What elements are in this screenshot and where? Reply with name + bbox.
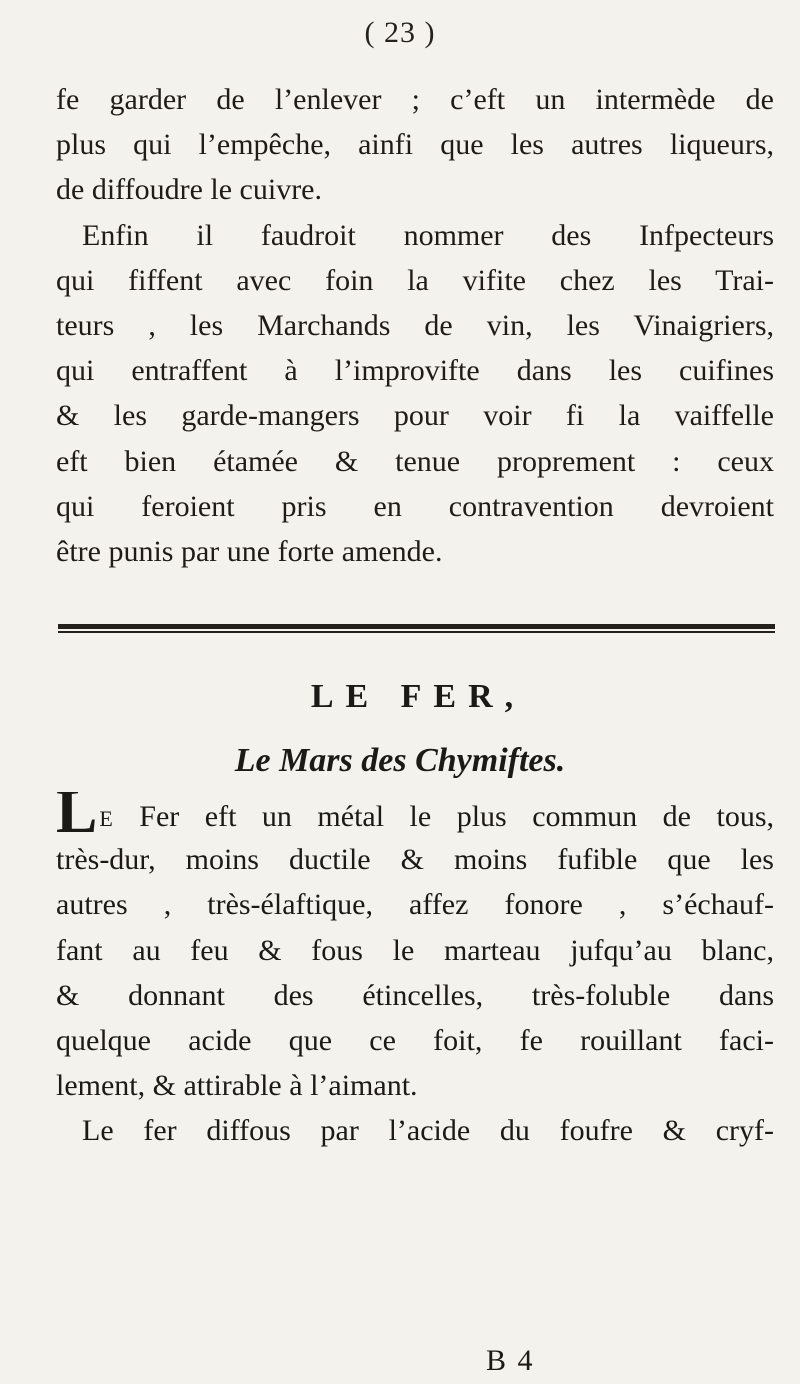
text-line-first: [56, 792, 774, 837]
text-line: & les garde-mangers pour voir fi la vaiffelle: [56, 399, 774, 433]
text-line: être punis par une forte amende.: [56, 534, 443, 568]
text-line: fe garder de l’enlever ; c’eft un intermède de: [56, 83, 774, 116]
text-line: fant au feu & fous le marteau jufqu’au blanc,: [56, 933, 774, 967]
text-line: & donnant des étincelles, très-foluble dans: [56, 978, 774, 1012]
divider-thin-rule: [58, 631, 775, 633]
text-line: autres , très-élaftique, affez fonore , s’échauf-: [56, 888, 774, 922]
text-line: Enfin il faudroit nommer des Infpecteurs: [82, 218, 774, 252]
section-subtitle: Le Mars des Chymiftes.: [234, 742, 566, 779]
text-line: qui fiffent avec foin la vifite chez les Trai-: [56, 263, 774, 297]
paragraph-2: [56, 213, 774, 575]
text-line: qui entraffent à l’improvifte dans les cuifines: [56, 354, 774, 388]
text-line: Le fer diffous par l’acide du foufre & cryf-: [82, 1114, 774, 1148]
small-cap: E: [99, 806, 114, 831]
divider-thick-rule: [58, 624, 775, 629]
text-line: très-dur, moins ductile & moins fufible que les: [56, 843, 774, 877]
text-line: lement, & attirable à l’aimant.: [56, 1069, 418, 1103]
text-run: Fer eft un métal le plus commun de tous,: [113, 800, 774, 833]
paragraph-1: [56, 77, 774, 213]
text-line: de diffoudre le cuivre.: [56, 173, 323, 207]
section-title: LE FER,: [310, 678, 526, 715]
page-number: ( 23 ): [364, 16, 436, 49]
text-line: qui feroient pris en contravention devroient: [56, 489, 774, 523]
text-line: teurs , les Marchands de vin, les Vinaigriers,: [56, 308, 774, 342]
section-divider: [58, 624, 775, 634]
signature-mark: B 4: [486, 1344, 535, 1377]
text-line: plus qui l’empêche, ainfi que les autres liqueurs,: [56, 128, 774, 162]
text-line: quelque acide que ce foit, fe rouillant faci-: [56, 1023, 774, 1057]
drop-cap: L: [56, 792, 98, 838]
paragraph-3: [56, 792, 774, 1154]
text-line: eft bien étamée & tenue proprement : ceux: [56, 444, 774, 478]
